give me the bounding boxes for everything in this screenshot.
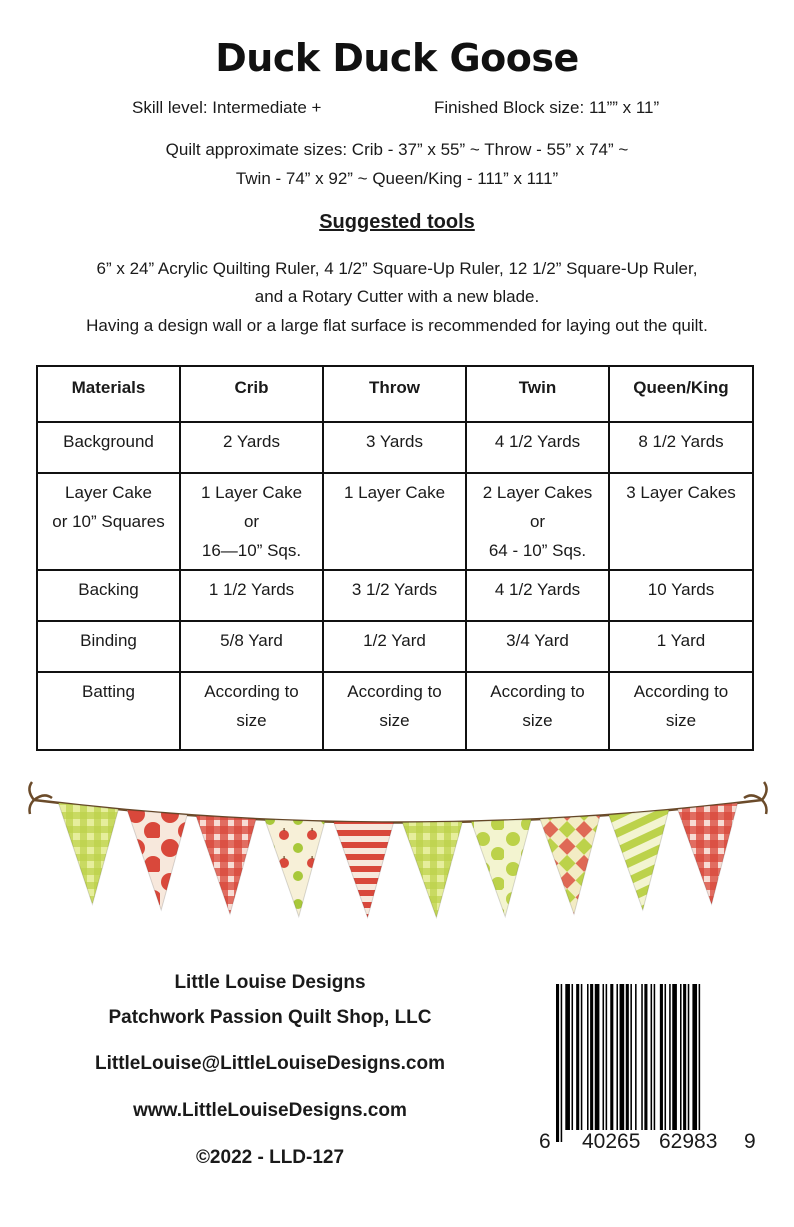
barcode-bar — [683, 984, 686, 1130]
cell-text: 1/2 Yard — [363, 631, 426, 650]
cell-material — [37, 473, 180, 570]
tools-line-2: and a Rotary Cutter with a new blade. — [254, 287, 540, 306]
bunting-illustration — [24, 770, 772, 940]
cell-text: According to — [633, 682, 729, 701]
barcode-bar — [665, 984, 667, 1130]
barcode-bar — [606, 984, 608, 1130]
suggested-tools-heading: Suggested tools — [319, 211, 475, 233]
bunting-flag-apple-print — [265, 819, 325, 916]
cell-text: According to — [490, 682, 585, 701]
barcode-bar — [616, 984, 618, 1130]
cell-throw — [323, 473, 466, 570]
barcode-digit-group: 40265 — [582, 1130, 641, 1153]
cell-text: 1 Yard — [656, 631, 706, 650]
cell-text: Layer Cake — [65, 483, 152, 502]
cell-text: Batting — [82, 682, 135, 701]
cell-crib — [180, 672, 323, 750]
header-materials: Materials — [37, 366, 180, 422]
cell-text: 3/4 Yard — [506, 631, 569, 650]
barcode-bar — [669, 984, 671, 1130]
cell-text: or — [529, 512, 546, 531]
header-throw: Throw — [323, 366, 466, 422]
skill-level: Skill level: Intermediate + — [132, 98, 322, 117]
cell-text: 16—10” Sqs. — [201, 541, 302, 560]
cell-throw — [323, 621, 466, 672]
left-bow — [29, 782, 52, 814]
bunting-flag-red-gingham — [678, 803, 738, 904]
cell-text: 8 1/2 Yards — [638, 432, 724, 451]
copyright: ©2022 - LLD-127 — [195, 1147, 345, 1168]
barcode-bar — [660, 984, 663, 1130]
cell-text: 3 Layer Cakes — [626, 483, 736, 502]
cell-twin — [466, 473, 609, 570]
cell-text: 64 - 10” Sqs. — [488, 541, 587, 560]
header-crib: Crib — [180, 366, 323, 422]
contact-email[interactable]: LittleLouise@LittleLouiseDesigns.com — [94, 1053, 445, 1074]
table-row — [37, 570, 753, 621]
barcode-bar — [688, 984, 690, 1130]
barcode-bar — [581, 984, 583, 1130]
quilt-sizes-line-1: Quilt approximate sizes: Crib - 37” x 55” ~ Throw - 55” x 74” ~ — [165, 140, 629, 159]
cell-queen — [609, 473, 753, 570]
cell-crib — [180, 621, 323, 672]
barcode-bar — [635, 984, 637, 1130]
website-url[interactable]: www.LittleLouiseDesigns.com — [133, 1100, 407, 1121]
cell-material — [37, 672, 180, 750]
table-row — [37, 672, 753, 750]
cell-text: According to — [204, 682, 299, 701]
right-bow — [744, 782, 767, 814]
barcode-bar — [587, 984, 589, 1130]
barcode-bar — [641, 984, 643, 1130]
bunting-flag-green-dots — [471, 819, 531, 916]
cell-text: 4 1/2 Yards — [494, 432, 581, 451]
table-row — [37, 473, 753, 570]
barcode-bar — [680, 984, 682, 1130]
cell-text: 4 1/2 Yards — [494, 580, 581, 599]
header-queen-king: Queen/King — [609, 366, 753, 422]
table-header-row — [37, 366, 753, 422]
cell-text: 10 Yards — [647, 580, 715, 599]
barcode-bar — [595, 984, 600, 1130]
cell-text: Background — [63, 432, 154, 451]
barcode-bar — [630, 984, 632, 1142]
cell-material — [37, 621, 180, 672]
cell-throw — [323, 672, 466, 750]
barcode-digit-group: 9 — [744, 1130, 756, 1153]
barcode-bar — [654, 984, 656, 1130]
cell-text: 3 Yards — [365, 432, 424, 451]
barcode-bar — [561, 984, 563, 1142]
finished-block-size: Finished Block size: 11”” x 11” — [434, 98, 660, 117]
cell-text: Binding — [80, 631, 137, 650]
bunting-flag-green-check — [402, 822, 462, 918]
cell-queen — [609, 422, 753, 473]
barcode-bar — [572, 984, 574, 1130]
cell-text: 2 Layer Cakes — [482, 483, 593, 502]
cell-text: 1 Layer Cake — [200, 483, 303, 502]
barcode-bar — [644, 984, 647, 1130]
cell-queen — [609, 672, 753, 750]
bunting-flag-red-stripe — [334, 822, 394, 918]
cell-material — [37, 422, 180, 473]
cell-material — [37, 570, 180, 621]
table-row — [37, 422, 753, 473]
cell-queen — [609, 570, 753, 621]
shop-name: Patchwork Passion Quilt Shop, LLC — [108, 1007, 432, 1028]
header-twin: Twin — [466, 366, 609, 422]
cell-text: According to — [347, 682, 442, 701]
tools-line-3: Having a design wall or a large flat surface is recommended for laying out the quilt. — [86, 316, 708, 335]
cell-crib — [180, 570, 323, 621]
barcode-digit-group: 6 — [539, 1130, 551, 1153]
cell-text: size — [665, 711, 697, 730]
barcode-bar — [699, 984, 701, 1142]
page-title: Duck Duck Goose — [215, 36, 579, 80]
materials-table — [36, 365, 754, 751]
cell-twin — [466, 422, 609, 473]
cell-twin — [466, 672, 609, 750]
barcode-bar — [651, 984, 653, 1130]
barcode-digit-group: 62983 — [659, 1130, 718, 1153]
cell-twin — [466, 621, 609, 672]
cell-text: or 10” Squares — [52, 512, 165, 531]
barcode — [556, 984, 740, 1142]
barcode-bar — [672, 984, 677, 1130]
cell-text: 5/8 Yard — [220, 631, 283, 650]
cell-text: 1 Layer Cake — [343, 483, 446, 502]
barcode-bar — [692, 984, 697, 1130]
barcode-bar — [565, 984, 570, 1130]
cell-text: 3 1/2 Yards — [351, 580, 438, 599]
barcode-bar — [620, 984, 625, 1130]
cell-text: 2 Yards — [222, 432, 281, 451]
tools-line-1: 6” x 24” Acrylic Quilting Ruler, 4 1/2” Square-Up Ruler, 12 1/2” Square-Up Ruler, — [96, 259, 698, 278]
cell-text: Backing — [78, 580, 139, 599]
quilt-sizes-line-2: Twin - 74” x 92” ~ Queen/King - 111” x 111” — [235, 169, 559, 188]
cell-crib — [180, 473, 323, 570]
barcode-bar — [603, 984, 605, 1130]
cell-text: or — [243, 512, 260, 531]
bunting-flag-green-check — [58, 803, 118, 904]
company-name: Little Louise Designs — [174, 972, 366, 993]
barcode-bar — [576, 984, 579, 1130]
cell-throw — [323, 570, 466, 621]
bunting-flag-red-gingham — [196, 816, 256, 915]
barcode-bar — [626, 984, 629, 1130]
bunting-flag-red-dots — [127, 810, 187, 910]
cell-crib — [180, 422, 323, 473]
cell-text: size — [379, 711, 410, 730]
cell-twin — [466, 570, 609, 621]
cell-text: size — [236, 711, 267, 730]
cell-queen — [609, 621, 753, 672]
barcode-bar — [556, 984, 559, 1142]
barcode-bar — [610, 984, 613, 1130]
barcode-bar — [590, 984, 593, 1130]
cell-text: size — [522, 711, 553, 730]
table-row — [37, 621, 753, 672]
bunting-flag-argyle — [540, 816, 600, 915]
bunting-flag-green-stripe — [609, 810, 669, 910]
cell-text: 1 1/2 Yards — [208, 580, 295, 599]
cell-throw — [323, 422, 466, 473]
